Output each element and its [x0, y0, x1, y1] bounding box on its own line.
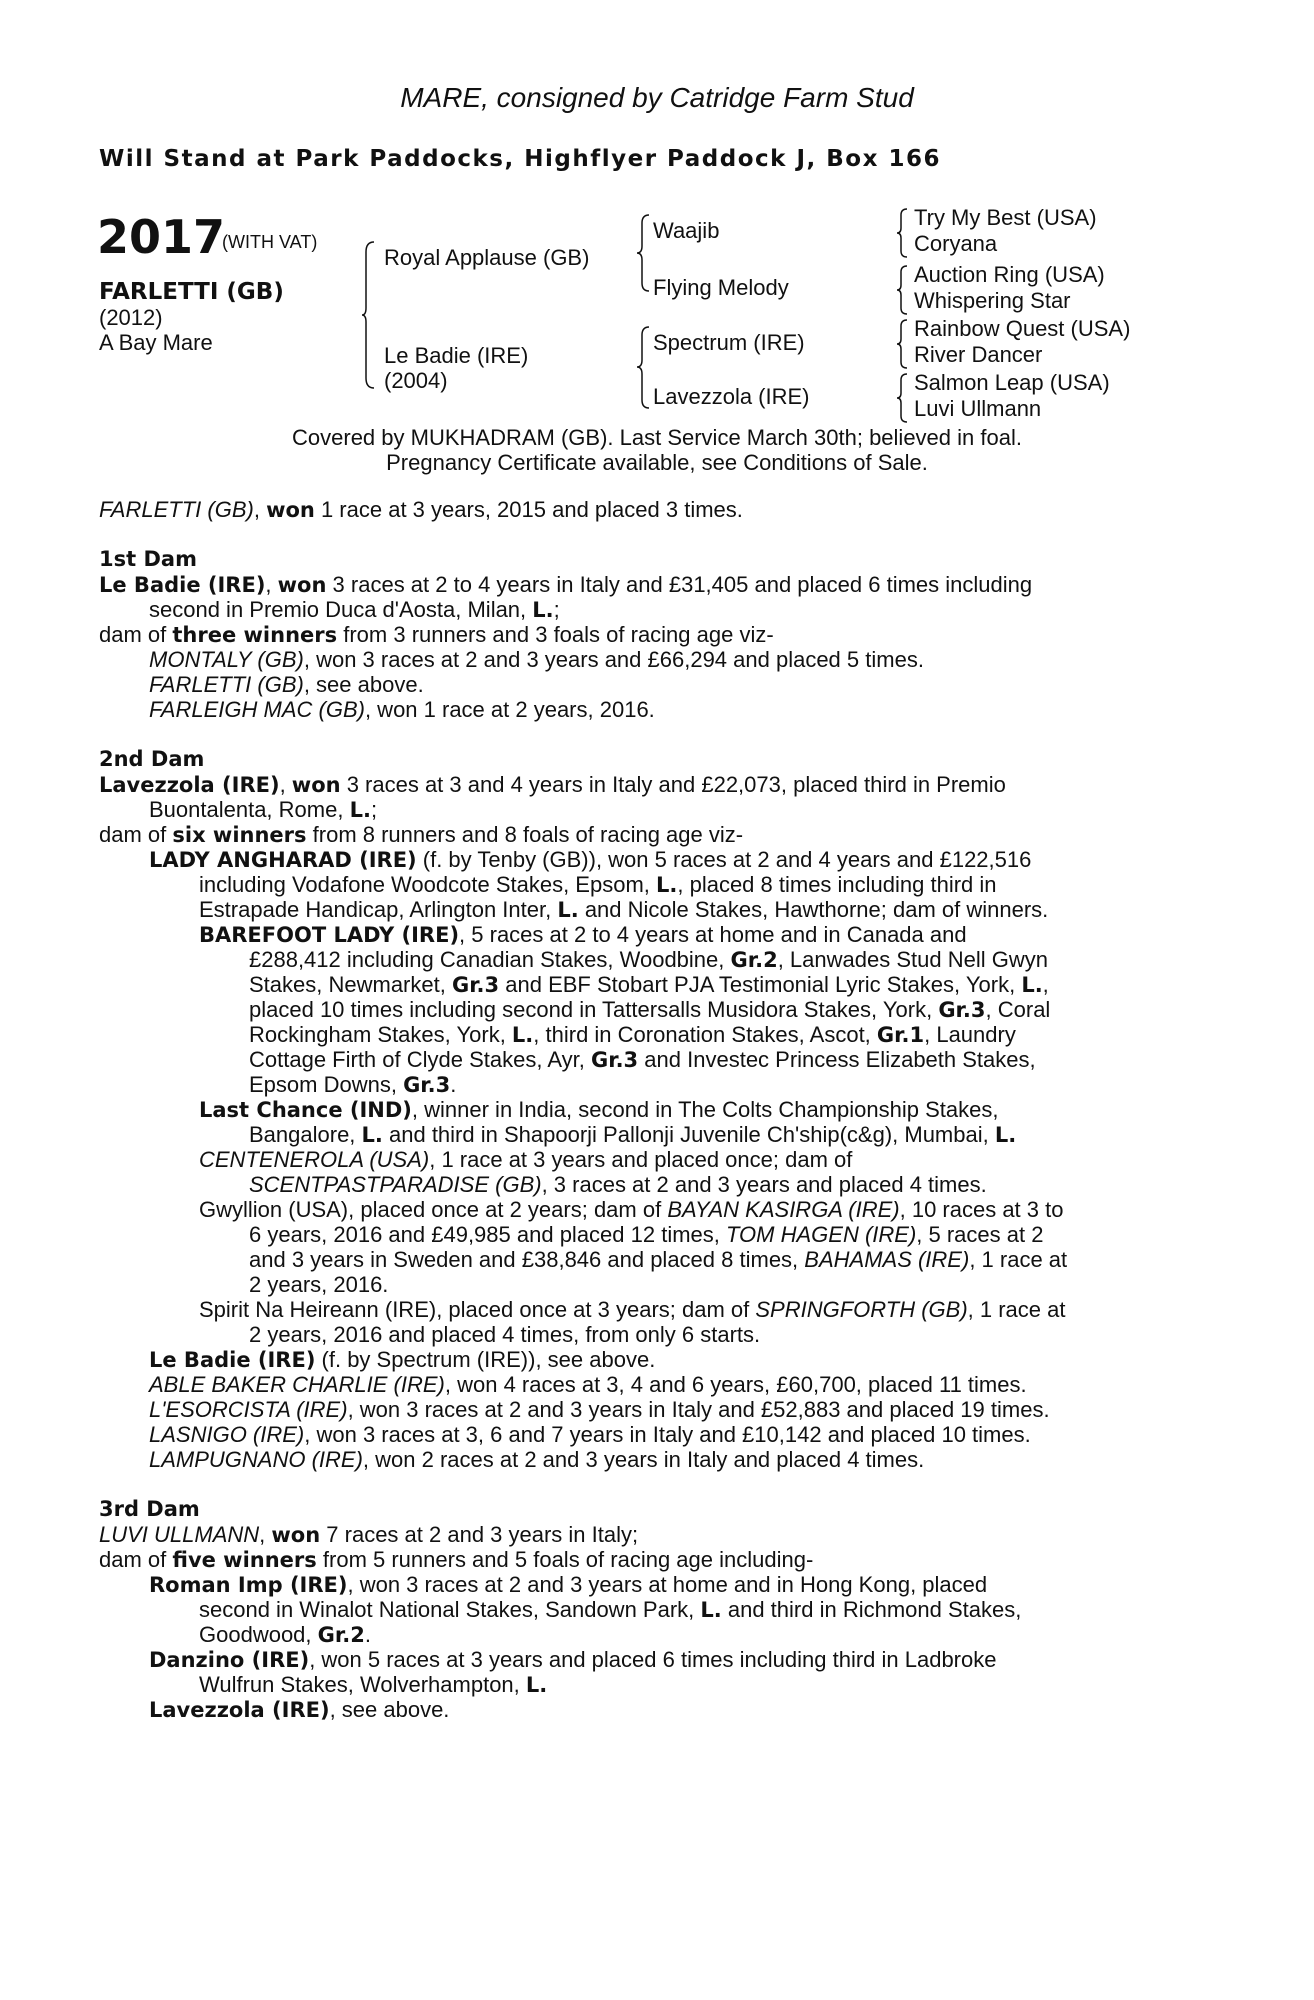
produce-line: LADY ANGHARAD (IRE) (f. by Tenby (GB)), won 5 races at 2 and 4 years and £122,516	[149, 847, 1032, 872]
pedigree-brace-sd	[897, 264, 909, 316]
second-dam-heading: 2nd Dam	[99, 747, 205, 771]
pedigree-ddd: Luvi Ullmann	[914, 396, 1042, 421]
first-dam-line: Le Badie (IRE), won 3 races at 2 to 4 years in Italy and £31,405 and placed 6 times including	[99, 572, 1033, 597]
first-dam-line: dam of three winners from 3 runners and 3 foals of racing age viz-	[99, 622, 774, 647]
pregnancy-line: Pregnancy Certificate available, see Conditions of Sale.	[386, 450, 928, 475]
pedigree-ssd: Coryana	[914, 231, 998, 256]
produce-line: Gwyllion (USA), placed once at 2 years; dam of BAYAN KASIRGA (IRE), 10 races at 3 to	[199, 1197, 1064, 1222]
produce-line: placed 10 times including second in Tattersalls Musidora Stakes, York, Gr.3, Coral	[249, 997, 1051, 1022]
pedigree-dam-dam: Lavezzola (IRE)	[653, 384, 810, 409]
produce-line: Bangalore, L. and third in Shapoorji Pallonji Juvenile Ch'ship(c&g), Mumbai, L.	[249, 1122, 1017, 1147]
pedigree-sire-dam: Flying Melody	[653, 275, 789, 300]
produce-line: FARLEIGH MAC (GB), won 1 race at 2 years, 2016.	[149, 697, 655, 722]
pedigree-sire: Royal Applause (GB)	[384, 245, 590, 270]
produce-line: Lavezzola (IRE), see above.	[149, 1697, 450, 1722]
second-dam-line: Lavezzola (IRE), won 3 races at 3 and 4 years in Italy and £22,073, placed third in Premio	[99, 772, 1006, 797]
pedigree-brace-main	[362, 240, 376, 390]
third-dam-line: LUVI ULLMANN, won 7 races at 2 and 3 years in Italy;	[99, 1522, 639, 1547]
produce-line: Cottage Firth of Clyde Stakes, Ayr, Gr.3 and Investec Princess Elizabeth Stakes,	[249, 1047, 1036, 1072]
birth-year: (2012)	[99, 305, 163, 330]
pedigree-dam-year: (2004)	[384, 368, 448, 393]
produce-line: ABLE BAKER CHARLIE (IRE), won 4 races at 3, 4 and 6 years, £60,700, placed 11 times.	[149, 1372, 1027, 1397]
pedigree-dam-sire: Spectrum (IRE)	[653, 330, 805, 355]
first-dam-heading: 1st Dam	[99, 547, 197, 571]
pedigree-brace-dam	[637, 325, 651, 410]
produce-line: including Vodafone Woodcote Stakes, Epsom, L., placed 8 times including third in	[199, 872, 997, 897]
horse-record: FARLETTI (GB), won 1 race at 3 years, 2015 and placed 3 times.	[99, 497, 743, 522]
pedigree-sdd: Whispering Star	[914, 288, 1071, 313]
sale-year: 2017	[97, 210, 226, 264]
produce-line: £288,412 including Canadian Stakes, Woodbine, Gr.2, Lanwades Stud Nell Gwyn	[249, 947, 1048, 972]
produce-line: Epsom Downs, Gr.3.	[249, 1072, 457, 1097]
pedigree-brace-ds	[897, 318, 909, 370]
produce-line: 2 years, 2016 and placed 4 times, from only 6 starts.	[249, 1322, 761, 1347]
horse-name: FARLETTI (GB)	[99, 279, 284, 305]
produce-line: FARLETTI (GB), see above.	[149, 672, 424, 697]
second-dam-line: dam of six winners from 8 runners and 8 foals of racing age viz-	[99, 822, 744, 847]
produce-line: Roman Imp (IRE), won 3 races at 2 and 3 years at home and in Hong Kong, placed	[149, 1572, 988, 1597]
pedigree-brace-dd	[897, 372, 909, 424]
third-dam-line: dam of five winners from 5 runners and 5 foals of racing age including-	[99, 1547, 814, 1572]
pedigree-brace-sire	[637, 213, 651, 293]
pedigree-dsd: River Dancer	[914, 342, 1043, 367]
produce-line: SCENTPASTPARADISE (GB), 3 races at 2 and 3 years and placed 4 times.	[249, 1172, 987, 1197]
produce-line: Wulfrun Stakes, Wolverhampton, L.	[199, 1672, 548, 1697]
produce-line: Le Badie (IRE) (f. by Spectrum (IRE)), see above.	[149, 1347, 656, 1372]
pedigree-sss: Try My Best (USA)	[914, 205, 1097, 230]
produce-line: Danzino (IRE), won 5 races at 3 years and placed 6 times including third in Ladbroke	[149, 1647, 997, 1672]
produce-line: 2 years, 2016.	[249, 1272, 389, 1297]
produce-line: 6 years, 2016 and £49,985 and placed 12 times, TOM HAGEN (IRE), 5 races at 2	[249, 1222, 1044, 1247]
third-dam-heading: 3rd Dam	[99, 1497, 200, 1521]
pedigree-sds: Auction Ring (USA)	[914, 262, 1105, 287]
produce-line: LASNIGO (IRE), won 3 races at 3, 6 and 7 years in Italy and £10,142 and placed 10 times.	[149, 1422, 1031, 1447]
produce-line: Spirit Na Heireann (IRE), placed once at 3 years; dam of SPRINGFORTH (GB), 1 race at	[199, 1297, 1066, 1322]
horse-description: A Bay Mare	[99, 330, 213, 355]
pedigree-sire-sire: Waajib	[653, 218, 720, 243]
produce-line: MONTALY (GB), won 3 races at 2 and 3 years and £66,294 and placed 5 times.	[149, 647, 924, 672]
pedigree-dam: Le Badie (IRE)	[384, 343, 529, 368]
consignor-line: MARE, consigned by Catridge Farm Stud	[400, 82, 914, 113]
vat-note: (WITH VAT)	[222, 232, 318, 252]
produce-line: L'ESORCISTA (IRE), won 3 races at 2 and 3 years in Italy and £52,883 and placed 19 times.	[149, 1397, 1050, 1422]
produce-line: second in Winalot National Stakes, Sandown Park, L. and third in Richmond Stakes,	[199, 1597, 1022, 1622]
produce-line: Stakes, Newmarket, Gr.3 and EBF Stobart PJA Testimonial Lyric Stakes, York, L.,	[249, 972, 1049, 997]
produce-line: Rockingham Stakes, York, L., third in Coronation Stakes, Ascot, Gr.1, Laundry	[249, 1022, 1016, 1047]
produce-line: and 3 years in Sweden and £38,846 and placed 8 times, BAHAMAS (IRE), 1 race at	[249, 1247, 1068, 1272]
produce-line: LAMPUGNANO (IRE), won 2 races at 2 and 3 years in Italy and placed 4 times.	[149, 1447, 925, 1472]
catalogue-body	[99, 497, 1199, 1722]
produce-line: CENTENEROLA (USA), 1 race at 3 years and placed once; dam of	[199, 1147, 853, 1172]
pedigree-brace-ss	[897, 207, 909, 259]
produce-line: Estrapade Handicap, Arlington Inter, L. and Nicole Stakes, Hawthorne; dam of winners.	[199, 897, 1049, 922]
second-dam-line: Buontalenta, Rome, L.;	[149, 797, 378, 822]
pedigree-dds: Salmon Leap (USA)	[914, 370, 1110, 395]
produce-line: BAREFOOT LADY (IRE), 5 races at 2 to 4 years at home and in Canada and	[199, 922, 967, 947]
pedigree-dss: Rainbow Quest (USA)	[914, 316, 1131, 341]
produce-line: Last Chance (IND), winner in India, second in The Colts Championship Stakes,	[199, 1097, 999, 1122]
covered-line: Covered by MUKHADRAM (GB). Last Service March 30th; believed in foal.	[292, 425, 1022, 450]
produce-line: Goodwood, Gr.2.	[199, 1622, 371, 1647]
stand-location: Will Stand at Park Paddocks, Highflyer Paddock J, Box 166	[99, 146, 941, 172]
first-dam-line: second in Premio Duca d'Aosta, Milan, L.;	[149, 597, 560, 622]
